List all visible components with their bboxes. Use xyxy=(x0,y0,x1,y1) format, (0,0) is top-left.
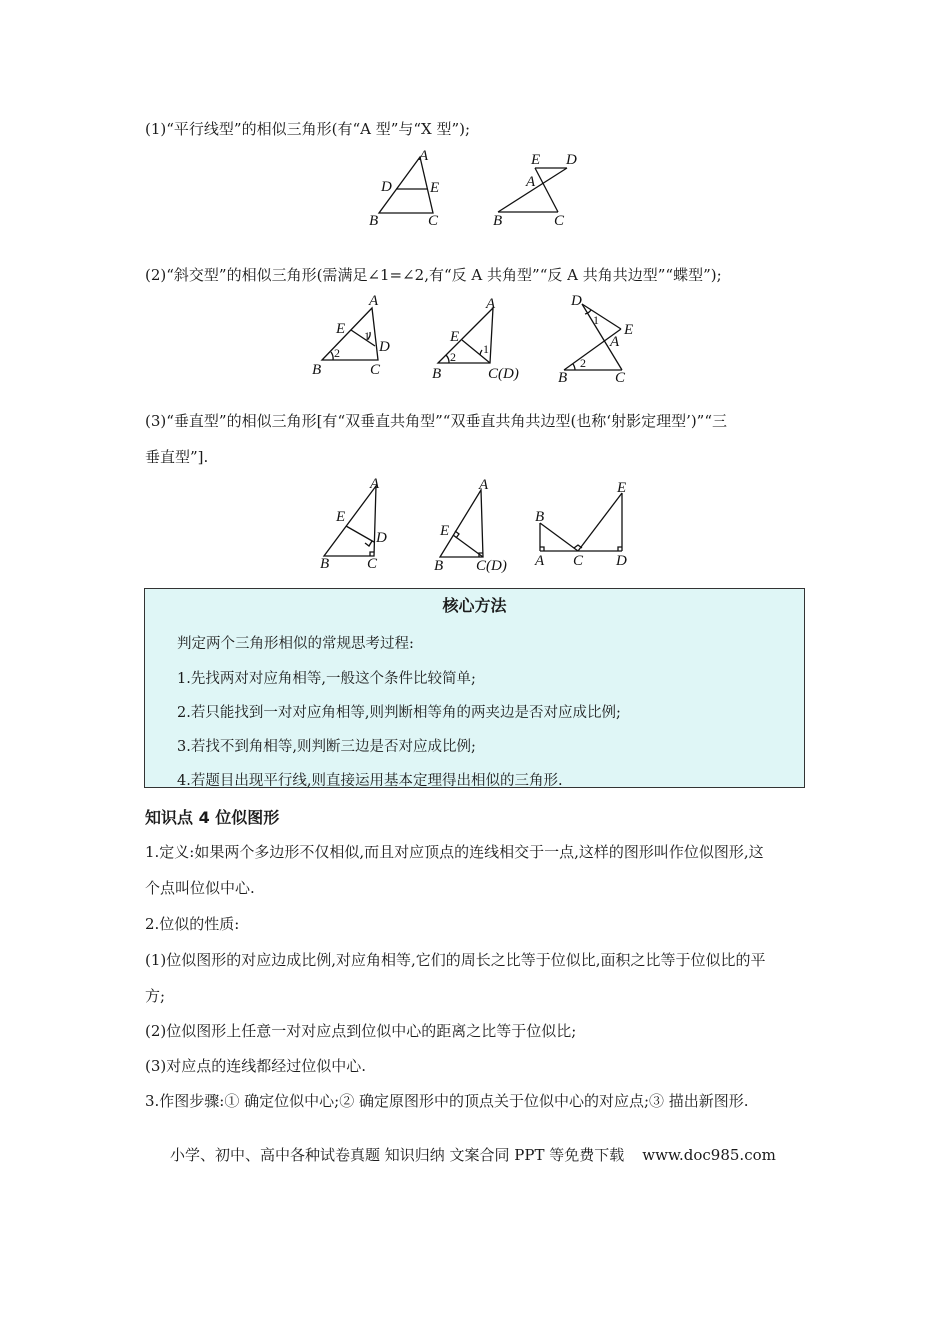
footer-text: 小学、初中、高中各种试卷真题 知识归纳 文案合同 PPT 等免费下载 xyxy=(170,1146,625,1164)
section3-caption-line2: 垂直型”]. xyxy=(145,448,209,466)
core-method-box xyxy=(144,588,805,788)
angle-2: 2 xyxy=(580,356,586,370)
knowledge-line: (1)位似图形的对应边成比例,对应角相等,它们的周长之比等于位似比,面积之比等于位似比的平 xyxy=(145,951,766,969)
label-A: A xyxy=(369,293,379,309)
label-C: C xyxy=(615,370,626,386)
angle-2: 2 xyxy=(450,350,456,364)
label-A: A xyxy=(610,334,620,350)
label-B: B xyxy=(369,213,379,229)
angle-1: 1 xyxy=(593,313,599,327)
label-B: B xyxy=(535,509,545,525)
knowledge-line: 1.定义:如果两个多边形不仅相似,而且对应顶点的连线相交于一点,这样的图形叫作位似图形,这 xyxy=(145,843,764,861)
angle-1: 1 xyxy=(364,329,370,343)
label-B: B xyxy=(432,366,442,382)
knowledge-line: (3)对应点的连线都经过位似中心. xyxy=(145,1057,367,1075)
knowledge-line: 方; xyxy=(145,987,166,1005)
figure-reverse-a-common-angle-side xyxy=(428,293,528,385)
label-B: B xyxy=(320,556,330,572)
section3-caption-line1: (3)“垂直型”的相似三角形[有“双垂直共角型”“双垂直共角共边型(也称‘射影定理型’)”“三 xyxy=(145,412,728,430)
label-E: E xyxy=(617,480,627,496)
label-C: C xyxy=(573,553,584,569)
knowledge-line: 3.作图步骤:① 确定位似中心;② 确定原图形中的顶点关于位似中心的对应点;③ 描出新图形. xyxy=(145,1092,749,1110)
label-D: D xyxy=(379,339,390,355)
angle-1: 1 xyxy=(483,342,489,356)
label-E: E xyxy=(336,321,346,337)
label-A: A xyxy=(479,477,489,493)
figure-butterfly xyxy=(555,290,655,386)
label-A: A xyxy=(526,174,536,190)
label-D: D xyxy=(381,179,392,195)
core-method-line: 4.若题目出现平行线,则直接运用基本定理得出相似的三角形. xyxy=(177,773,563,789)
label-A: A xyxy=(486,296,496,312)
figure-projection-theorem xyxy=(430,472,530,572)
label-E: E xyxy=(450,329,460,345)
core-method-line: 2.若只能找到一对对应角相等,则判断相等角的两夹边是否对应成比例; xyxy=(177,705,621,721)
label-C: C xyxy=(367,556,378,572)
knowledge-line: (2)位似图形上任意一对对应点到位似中心的距离之比等于位似比; xyxy=(145,1022,577,1040)
figure-reverse-a-common-angle xyxy=(308,288,398,380)
label-CD: C(D) xyxy=(488,366,519,382)
knowledge-point-heading: 知识点 4 位似图形 xyxy=(145,808,280,827)
label-C: C xyxy=(554,213,565,229)
section2-caption: (2)“斜交型”的相似三角形(需满足∠1=∠2,有“反 A 共角型”“反 A 共角共边型”“蝶型”); xyxy=(145,266,722,284)
label-E: E xyxy=(440,523,450,539)
label-D: D xyxy=(571,293,582,309)
core-method-title: 核心方法 xyxy=(442,596,507,615)
figure-double-perpendicular-common-angle xyxy=(312,470,402,570)
label-B: B xyxy=(434,558,444,574)
label-C: C xyxy=(428,213,439,229)
label-E: E xyxy=(336,509,346,525)
label-B: B xyxy=(558,370,568,386)
footer-url[interactable]: www.doc985.com xyxy=(642,1146,776,1164)
angle-2: 2 xyxy=(334,346,340,360)
label-CD: C(D) xyxy=(476,558,507,574)
core-method-line: 1.先找两对对应角相等,一般这个条件比较简单; xyxy=(177,671,476,687)
label-B: B xyxy=(312,362,322,378)
figure-x-type xyxy=(490,148,590,230)
core-method-line: 3.若找不到角相等,则判断三边是否对应成比例; xyxy=(177,739,476,755)
label-A: A xyxy=(535,553,545,569)
knowledge-line: 个点叫位似中心. xyxy=(145,879,255,897)
core-method-line: 判定两个三角形相似的常规思考过程: xyxy=(177,636,414,652)
label-D: D xyxy=(616,553,627,569)
label-D: D xyxy=(376,530,387,546)
label-A: A xyxy=(419,148,429,164)
label-E: E xyxy=(531,152,541,168)
figure-triple-perpendicular xyxy=(528,475,638,575)
label-C: C xyxy=(370,362,381,378)
label-D: D xyxy=(566,152,577,168)
label-B: B xyxy=(493,213,503,229)
label-E: E xyxy=(624,322,634,338)
knowledge-line: 2.位似的性质: xyxy=(145,915,240,933)
label-E: E xyxy=(430,180,440,196)
footer xyxy=(170,1144,776,1165)
label-A: A xyxy=(370,476,380,492)
figure-a-type xyxy=(365,145,445,230)
section1-caption: (1)“平行线型”的相似三角形(有“A 型”与“X 型”); xyxy=(145,120,471,138)
